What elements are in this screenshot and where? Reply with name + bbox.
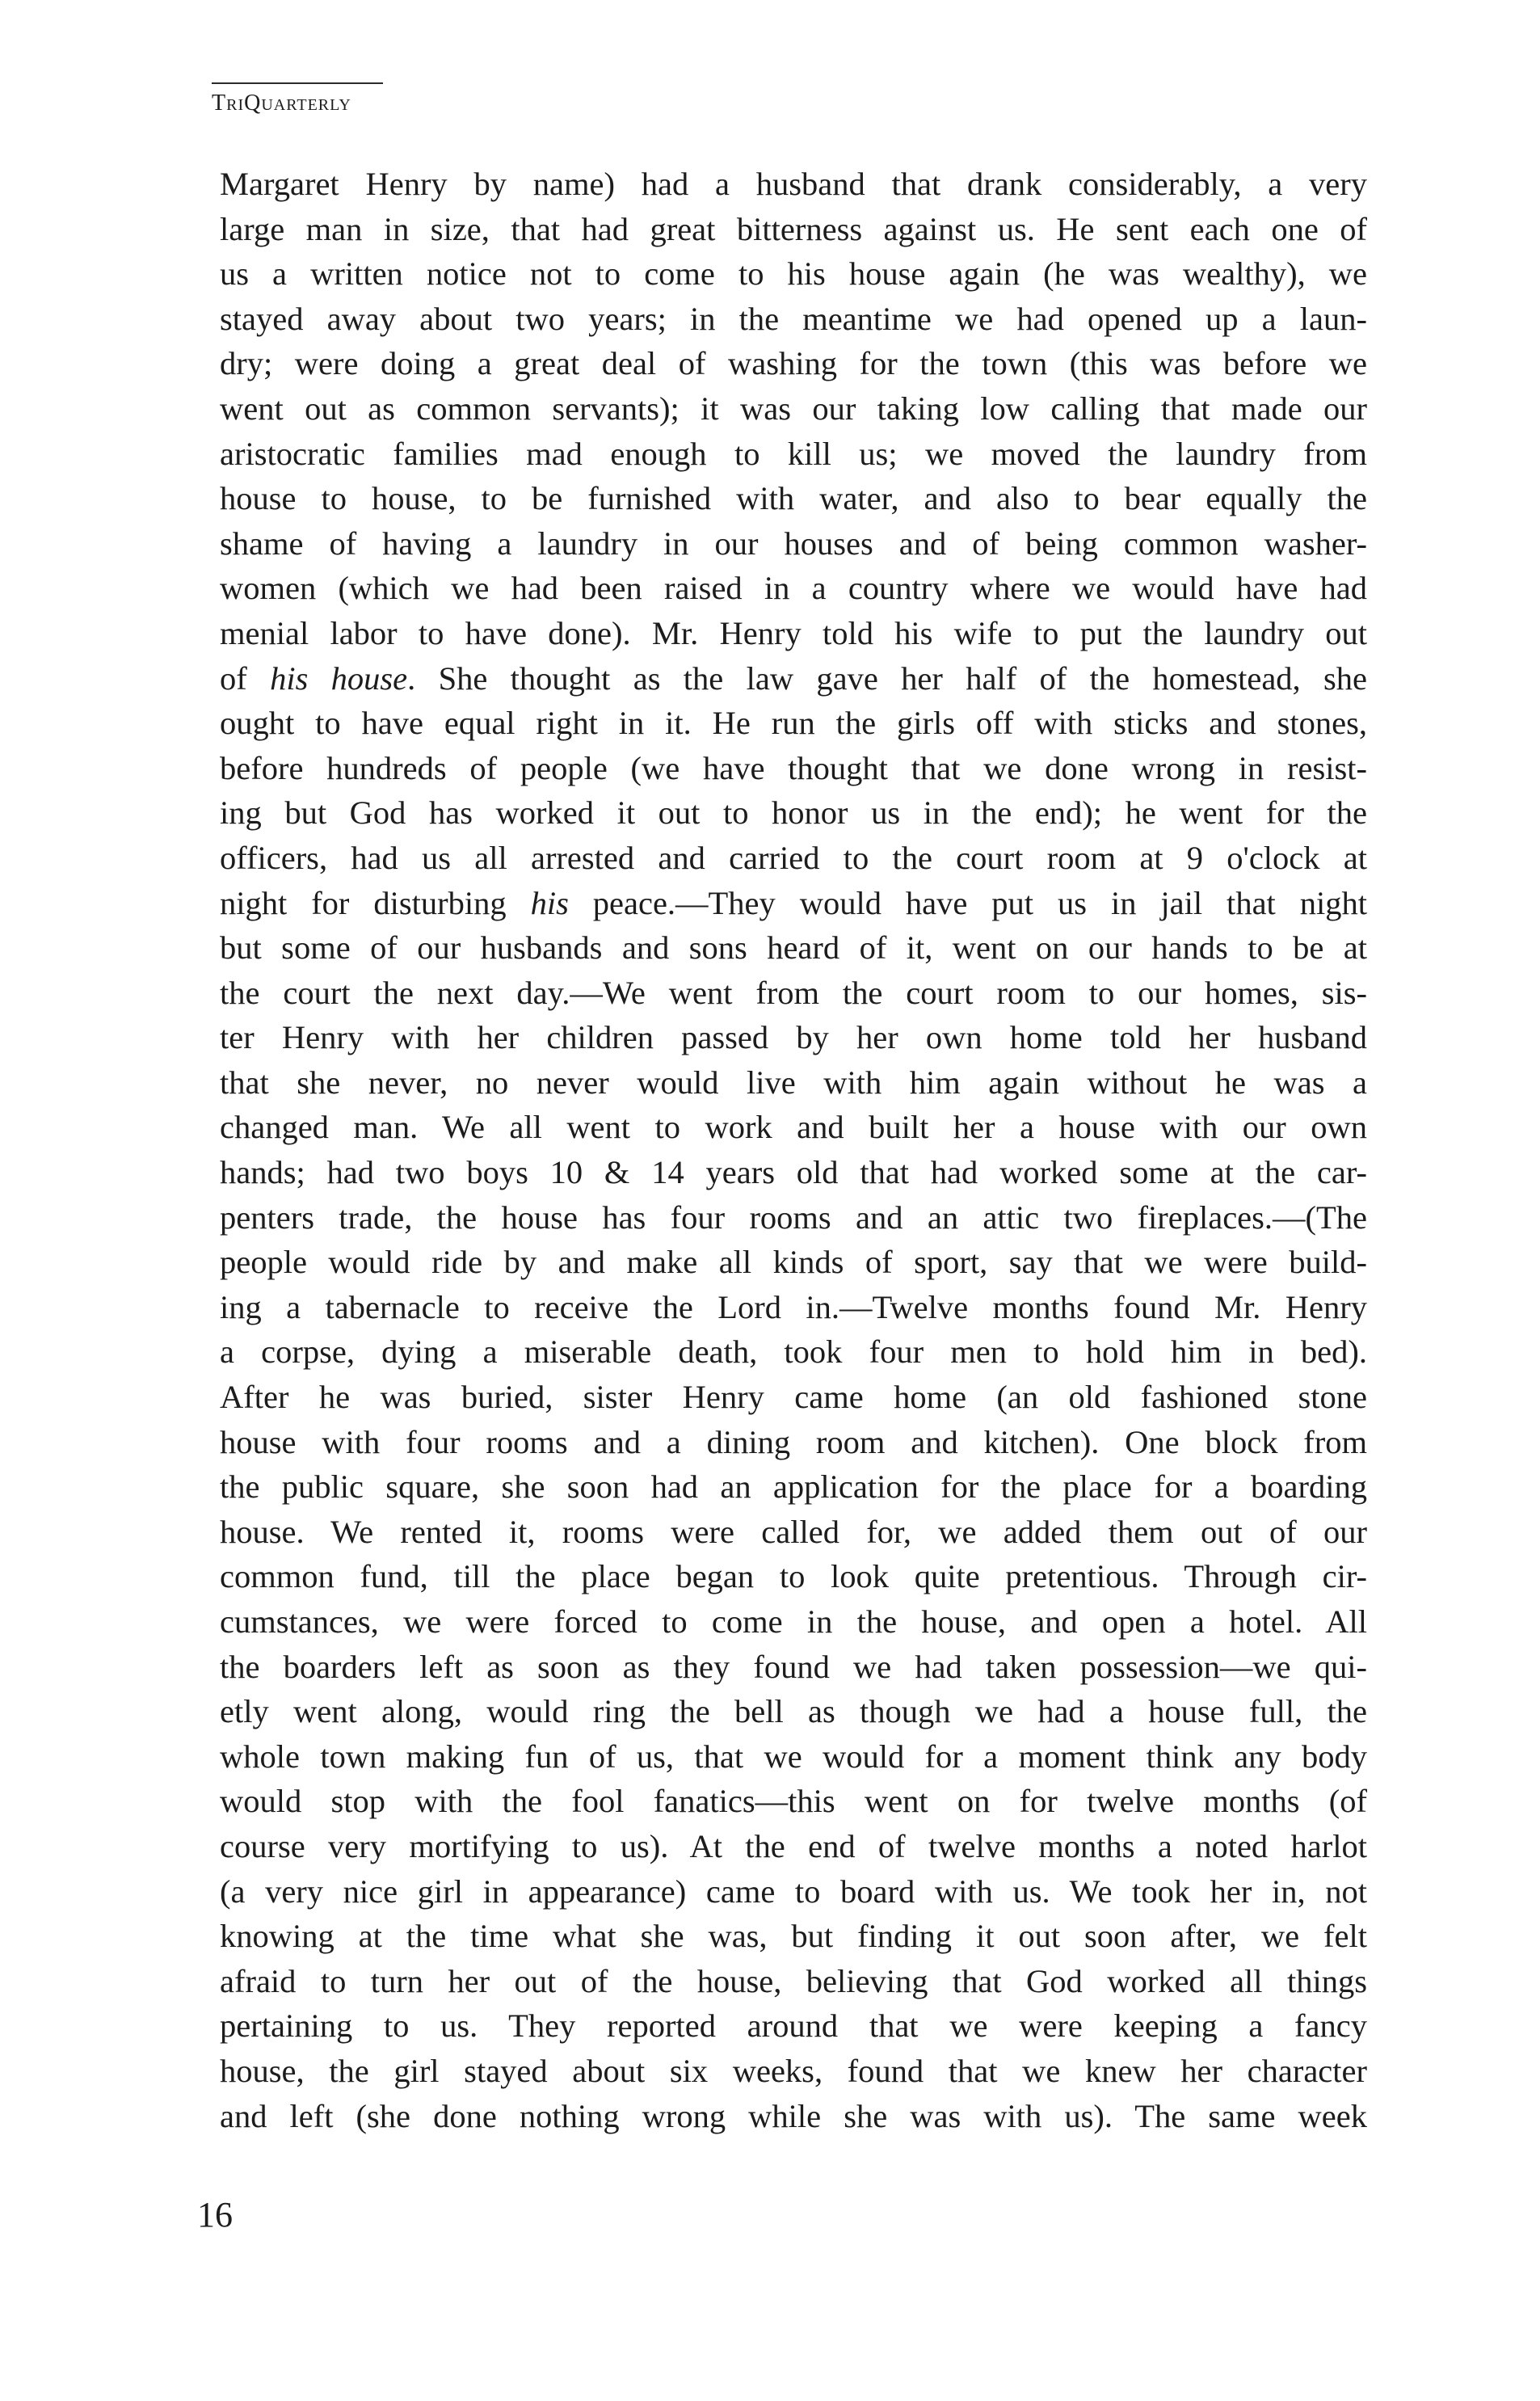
text-line: of his house. She thought as the law gave her half of the homestead, she (220, 659, 1367, 697)
text-line: Margaret Henry by name) had a husband that drank considerably, a very (220, 166, 1367, 202)
emphasis-text: his (530, 884, 569, 921)
text-line: the public square, she soon had an application for the place for a boarding (220, 1468, 1367, 1506)
text-line: cumstances, we were forced to come in the house, and open a hotel. All (220, 1603, 1367, 1640)
text-line: ought to have equal right in it. He run the girls off with sticks and stones, (220, 705, 1367, 742)
page-number: 16 (197, 2195, 233, 2235)
text-line: After he was buried, sister Henry came home (an old fashioned stone (220, 1379, 1367, 1416)
text-line: the boarders left as soon as they found we had taken possession—we qui- (220, 1648, 1367, 1685)
emphasis-text: his house (270, 659, 408, 697)
text-line: changed man. We all went to work and built her a house with our own (220, 1109, 1367, 1146)
text-line: night for disturbing his peace.—They would have put us in jail that night (220, 884, 1367, 921)
text-line: dry; were doing a great deal of washing for the town (this was before we (220, 345, 1367, 382)
text-line: knowing at the time what she was, but finding it out soon after, we felt (220, 1918, 1367, 1955)
text-line: went out as common servants); it was our taking low calling that made our (220, 390, 1367, 427)
text-line: house with four rooms and a dining room and kitchen). One block from (220, 1423, 1367, 1460)
text-line: penters trade, the house has four rooms and an attic two fireplaces.—(The (220, 1198, 1367, 1236)
text-line: house to house, to be furnished with water, and also to bear equally the (220, 480, 1367, 517)
text-line: afraid to turn her out of the house, believing that God worked all things (220, 1962, 1367, 1999)
text-line: ter Henry with her children passed by her own home told her husband (220, 1019, 1367, 1056)
text-line: house, the girl stayed about six weeks, found that we knew her character (220, 2052, 1367, 2089)
text-line: menial labor to have done). Mr. Henry told his wife to put the laundry out (220, 614, 1367, 651)
text-line: aristocratic families mad enough to kill us; we moved the laundry from (220, 435, 1367, 472)
text-line: us a written notice not to come to his house again (he was wealthy), we (220, 255, 1367, 293)
text-line: people would ride by and make all kinds of sport, say that we were build- (220, 1244, 1367, 1281)
text-line: ing a tabernacle to receive the Lord in.—Twelve months found Mr. Henry (220, 1288, 1367, 1325)
text-line: etly went along, would ring the bell as though we had a house full, the (220, 1693, 1367, 1730)
text-line: a corpse, dying a miserable death, took four men to hold him in bed). (220, 1333, 1367, 1371)
text-line: whole town making fun of us, that we would for a moment think any body (220, 1738, 1367, 1775)
text-line: course very mortifying to us). At the end of twelve months a noted harlot (220, 1827, 1367, 1864)
text-line: officers, had us all arrested and carried to the court room at 9 o'clock at (220, 839, 1367, 876)
text-line: ing but God has worked it out to honor us in the end); he went for the (220, 794, 1367, 832)
running-head: TriQuarterly (212, 91, 351, 116)
text-line: would stop with the fool fanatics—this went on for twelve months (of (220, 1783, 1367, 1820)
text-line: women (which we had been raised in a country where we would have had (220, 570, 1367, 607)
text-line: common fund, till the place began to look quite pretentious. Through cir- (220, 1558, 1367, 1595)
text-line: before hundreds of people (we have thought that we done wrong in resist- (220, 749, 1367, 786)
text-line: hands; had two boys 10 & 14 years old that had worked some at the car- (220, 1154, 1367, 1191)
text-line: pertaining to us. They reported around that we were keeping a fancy (220, 2007, 1367, 2045)
text-line: shame of having a laundry in our houses and of being common washer- (220, 524, 1367, 562)
text-line: and left (she done nothing wrong while she was with us). The same week (220, 2097, 1367, 2134)
header-rule (212, 82, 383, 84)
text-line: that she never, no never would live with him again without he was a (220, 1064, 1367, 1101)
text-line: large man in size, that had great bitterness against us. He sent each one of (220, 210, 1367, 247)
text-line: but some of our husbands and sons heard of it, went on our hands to be at (220, 929, 1367, 967)
text-line: stayed away about two years; in the meantime we had opened up a laun- (220, 300, 1367, 337)
text-line: the court the next day.—We went from the court room to our homes, sis- (220, 974, 1367, 1011)
text-line: house. We rented it, rooms were called for, we added them out of our (220, 1513, 1367, 1550)
text-line: (a very nice girl in appearance) came to board with us. We took her in, not (220, 1872, 1367, 1910)
body-text (220, 162, 1367, 2138)
